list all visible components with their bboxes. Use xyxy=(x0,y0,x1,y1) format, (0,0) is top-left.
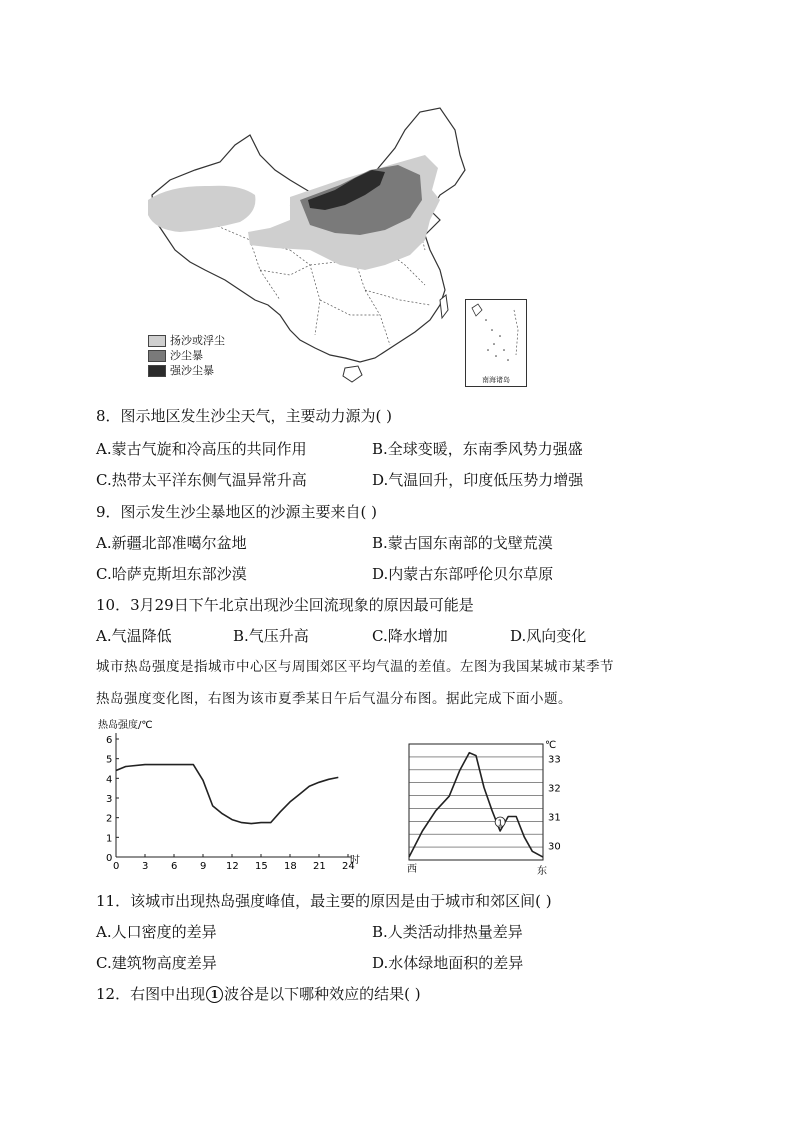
question-10-stem: 10．3月29日下午北京出现沙尘回流现象的原因最可能是 xyxy=(96,596,474,614)
q9-option-b[interactable]: B.蒙古国东南部的戈壁荒漠 xyxy=(372,534,553,552)
heat-island-series-line xyxy=(116,765,338,824)
heat-island-chart-svg xyxy=(96,717,366,872)
y-tick-label: 4 xyxy=(106,774,113,786)
legend-label: 扬沙或浮尘 xyxy=(170,334,225,347)
trough-marker-label: 1 xyxy=(497,818,503,828)
y-tick-label: 3 xyxy=(106,794,113,805)
temperature-profile-chart xyxy=(395,738,575,878)
chart-right-ylabel: ℃ xyxy=(545,740,557,751)
x-tick-label: 21 xyxy=(313,861,326,872)
chart-left-ylabel: 热岛强度/℃ xyxy=(98,720,153,731)
x-tick-label: 6 xyxy=(171,861,178,872)
x-tick-label: 9 xyxy=(200,861,207,872)
temperature-profile-chart-svg xyxy=(395,738,575,878)
q8-option-d[interactable]: D.气温回升，印度低压势力增强 xyxy=(372,471,584,489)
x-tick-label: 3 xyxy=(142,861,149,872)
map-legend xyxy=(148,333,225,378)
y-tick-label: 33 xyxy=(548,754,561,766)
question-11-stem: 11．该城市出现热岛强度峰值，最主要的原因是由于城市和郊区间( ) xyxy=(96,892,552,910)
temperature-series-line xyxy=(409,753,543,857)
x-tick-label: 15 xyxy=(255,861,268,872)
y-tick-label: 0 xyxy=(106,853,113,864)
q12-circled-number: 1 xyxy=(206,986,223,1003)
hainan-island xyxy=(343,366,362,382)
q9-option-d[interactable]: D.内蒙古东部呼伦贝尔草原 xyxy=(372,565,554,583)
question-9-stem: 9．图示发生沙尘暴地区的沙源主要来自( ) xyxy=(96,503,378,521)
legend-item xyxy=(148,348,225,363)
q11-option-b[interactable]: B.人类活动排热量差异 xyxy=(372,923,523,941)
y-tick-label: 1 xyxy=(106,833,113,845)
chart-right-east-label: 东 xyxy=(537,866,547,877)
x-tick-label: 18 xyxy=(284,861,297,872)
y-tick-label: 31 xyxy=(548,812,561,824)
intro-line-2: 热岛强度变化图，右图为该市夏季某日午后气温分布图。据此完成下面小题。 xyxy=(96,691,572,707)
taiwan-island xyxy=(440,295,448,318)
q8-option-c[interactable]: C.热带太平洋东侧气温异常升高 xyxy=(96,471,307,489)
q10-option-a[interactable]: A.气温降低 xyxy=(96,627,172,645)
y-tick-label: 2 xyxy=(106,813,113,825)
q8-option-b[interactable]: B.全球变暖，东南季风势力强盛 xyxy=(372,440,583,458)
chart-left-xlabel: 时 xyxy=(350,855,360,866)
plot-frame xyxy=(409,744,543,860)
x-tick-label: 0 xyxy=(113,861,120,872)
question-12-stem xyxy=(96,984,421,1004)
question-8-stem: 8．图示地区发生沙尘天气，主要动力源为( ) xyxy=(96,407,393,425)
south-china-sea-inset xyxy=(465,299,527,387)
x-tick-label: 12 xyxy=(226,861,239,872)
q9-option-a[interactable]: A.新疆北部准噶尔盆地 xyxy=(96,534,247,552)
inset-drawing xyxy=(466,300,526,376)
y-tick-label: 30 xyxy=(548,841,561,853)
x-tick-label: 24 xyxy=(342,861,355,872)
legend-label: 强沙尘暴 xyxy=(170,364,214,377)
legend-swatch-light xyxy=(148,335,166,347)
q11-option-c[interactable]: C.建筑物高度差异 xyxy=(96,954,217,972)
legend-item xyxy=(148,363,225,378)
legend-swatch-strong xyxy=(148,365,166,377)
q10-option-d[interactable]: D.风向变化 xyxy=(510,627,587,645)
y-tick-label: 32 xyxy=(548,783,561,795)
legend-swatch-medium xyxy=(148,350,166,362)
q8-option-a[interactable]: A.蒙古气旋和冷高压的共同作用 xyxy=(96,440,307,458)
legend-label: 沙尘暴 xyxy=(170,349,203,362)
intro-line-1: 城市热岛强度是指城市中心区与周围郊区平均气温的差值。左图为我国某城市某季节 xyxy=(96,659,614,675)
q10-option-c[interactable]: C.降水增加 xyxy=(372,627,448,645)
q11-option-d[interactable]: D.水体绿地面积的差异 xyxy=(372,954,524,972)
q10-option-b[interactable]: B.气压升高 xyxy=(233,627,309,645)
inset-label: 南海诸岛 xyxy=(482,376,510,384)
legend-item xyxy=(148,333,225,348)
chart-right-west-label: 西 xyxy=(407,864,417,875)
q12-stem-post: 波谷是以下哪种效应的结果( ) xyxy=(224,985,421,1003)
heat-island-chart xyxy=(96,717,366,872)
y-tick-label: 5 xyxy=(106,754,113,766)
q11-option-a[interactable]: A.人口密度的差异 xyxy=(96,923,217,941)
q9-option-c[interactable]: C.哈萨克斯坦东部沙漠 xyxy=(96,565,247,583)
q12-stem-pre: 12．右图中出现 xyxy=(96,985,206,1003)
y-tick-label: 6 xyxy=(106,735,113,746)
